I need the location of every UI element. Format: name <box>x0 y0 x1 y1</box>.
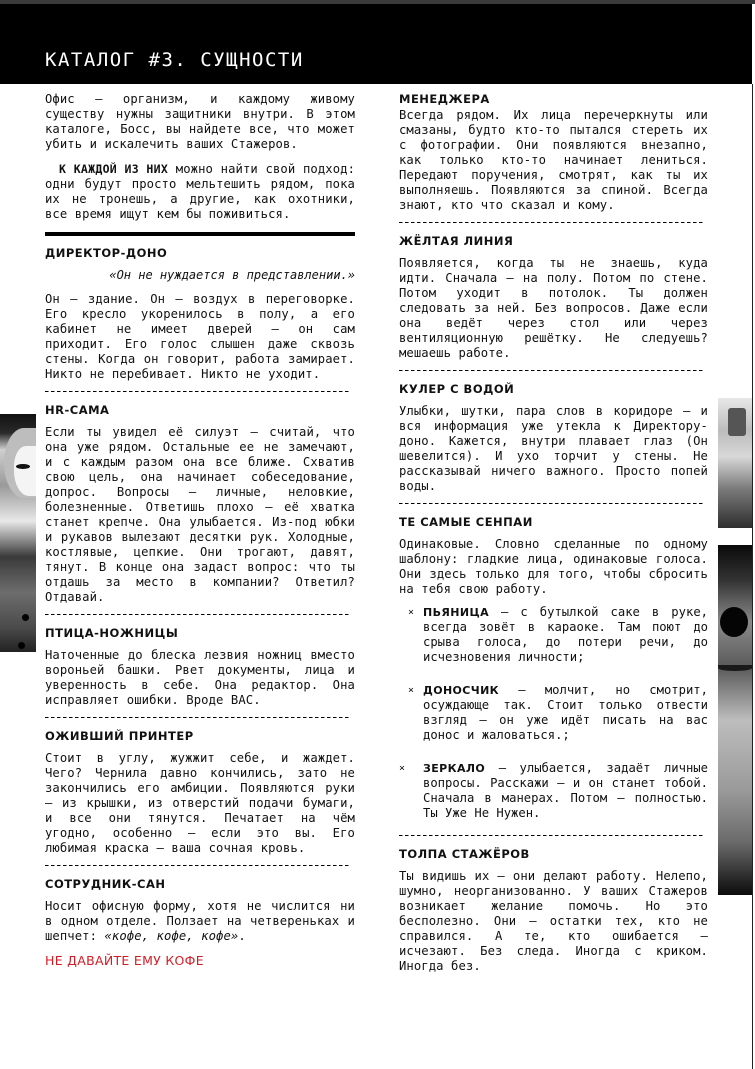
page-header <box>0 4 752 84</box>
dashed-divider <box>45 865 350 866</box>
entity-employee <box>45 877 355 968</box>
entity-printer <box>45 729 355 856</box>
right-column <box>399 92 708 974</box>
list-item <box>399 683 708 743</box>
illustration-eye <box>16 464 30 469</box>
entity-text: Наточенные до блеска лезвия ножниц вместо вороньей башки. Рвет документы, лица и уверенность в себе. Она редактор. Она исправляет ошибки. Вроде ВАС. <box>45 648 355 707</box>
intro-text: можно найти свой подход: одни будут просто мельтешить рядом, пока их не тронешь, а другие, как охотники, все время ищут кем бы поживиться. <box>45 162 356 221</box>
list-item-text: – молчит, но смотрит, осуждающе так. Стоит только отвести взгляд – он уже идёт писать на вас донос и жаловаться.; <box>423 683 708 742</box>
senpai-illustration <box>718 545 752 895</box>
entity-senpai <box>399 515 708 821</box>
entity-text-end: . <box>238 929 246 943</box>
intro-lead: К КАЖДОЙ ИЗ НИХ <box>59 162 169 176</box>
bullet-cross-icon: × <box>408 685 415 696</box>
dashed-divider <box>399 370 704 371</box>
entity-title: HR-САМА <box>45 403 110 417</box>
entity-quote: «кофе, кофе, кофе» <box>104 929 239 943</box>
entity-text: Появляется, когда ты не знаешь, куда идти. Сначала – на полу. Потом по стене. Потом уходит в потолок. Ты должен следовать за ней. Без вопросов. Даже если она ведёт через стол или через вентиляционную решётку. Не следуешь? мешаешь работе. <box>399 256 708 360</box>
list-item-text: – улыбается, задаёт личные вопросы. Расскажи – и он станет тобой. Сначала в манерах. Потом – полностью. Ты Уже Не Нужен. <box>423 761 708 820</box>
entity-text: Если ты увидел её силуэт – считай, что она уже рядом. Остальные ее не замечают, и с каждым разом она все ближе. Схватив свою цель, она начинает собеседование, допрос. Вопросы – личные, неловкие, болезненные. Ответишь плохо – её хватка станет крепче. Она улыбается. Из-под юбки и рукавов вылезают десятки рук. Холодные, костлявые, цепкие. Они трогают, давят, тянут. В конце она задаст вопрос: что ты отдашь за место в компании? Ответил? Отдавай. <box>45 425 355 604</box>
dashed-divider <box>399 503 704 504</box>
dashed-divider <box>399 835 704 836</box>
entity-bird <box>45 626 355 708</box>
list-item-term: ЗЕРКАЛО <box>423 762 486 775</box>
entity-text <box>45 899 355 944</box>
list-item <box>399 605 708 665</box>
page-edge <box>752 84 753 1069</box>
entity-title: МЕНЕДЖЕРА <box>399 92 490 106</box>
entity-title: ТЕ САМЫЕ СЕНПАИ <box>399 515 533 529</box>
entity-text: Стоит в углу, жужжит себе, и жаждет. Чего? Чернила давно кончились, зато не закончились его амбиции. Появляются руки – из крышки, из отверстий подачи бумаги, и все они тянутся. Печатает на чём угодно, особенно – если это вы. Его любимая краска – ваша сочная кровь. <box>45 751 355 855</box>
entity-text: Ты видишь их – они делают работу. Нелепо, шумно, неорганизованно. У ваших Стажеров возникает желание помочь. Но это бесполезно. Они – остатки тех, кто не справился. А те, кто ошибается – исчезают. Без следа. Иногда с криком. Иногда без. <box>399 869 708 973</box>
left-column <box>45 92 355 968</box>
illustration-button <box>18 642 25 649</box>
bullet-cross-icon: × <box>408 607 415 618</box>
entity-quote: «Он не нуждается в представлении.» <box>109 268 355 282</box>
hr-sama-illustration <box>0 414 36 652</box>
entity-hr <box>45 403 355 605</box>
entity-title: СОТРУДНИК-САН <box>45 877 166 891</box>
bullet-cross-icon: × <box>399 763 406 774</box>
list-item-text: – с бутылкой саке в руке, всегда зовёт в караоке. Там поют до срыва голоса, до потери речи, до исчезновения личности; <box>423 605 708 664</box>
entity-cooler <box>399 382 708 494</box>
entity-director <box>45 246 355 382</box>
senpai-list <box>399 605 708 821</box>
entity-text: Он – здание. Он – воздух в переговорке. Его кресло укоренилось в полу, а его кабинет не имеет дверей – он сам приходит. Его голос слышен даже сквозь стены. Когда он говорит, работа замирает. Никто не перебивает. Никто не уходит. <box>45 292 355 381</box>
entity-yellow-line <box>399 234 708 361</box>
section-divider <box>45 232 355 236</box>
dashed-divider <box>45 391 350 392</box>
page-title: КАТАЛОГ #3. СУЩНОСТИ <box>45 49 304 71</box>
entity-title: КУЛЕР С ВОДОЙ <box>399 382 515 396</box>
illustration-eye <box>720 607 748 637</box>
illustration-tank <box>728 408 746 436</box>
entity-title: ПТИЦА-НОЖНИЦЫ <box>45 626 179 640</box>
entity-interns <box>399 847 708 974</box>
list-item <box>399 761 708 821</box>
intro <box>45 92 355 222</box>
warning-text: НЕ ДАВАЙТЕ ЕМУ КОФЕ <box>45 953 204 968</box>
water-cooler-illustration <box>718 398 752 528</box>
list-item-term: ДОНОСЧИК <box>423 684 500 697</box>
intro-paragraph: Офис – организм, и каждому живому существу нужны защитники внутри. В этом каталоге, Босс, вы найдете все, что может убить и искалечить ваших Стажеров. <box>45 92 355 151</box>
dashed-divider <box>45 717 350 718</box>
entity-title: ОЖИВШИЙ ПРИНТЕР <box>45 729 194 743</box>
entity-text: Одинаковые. Словно сделанные по одному шаблону: гладкие лица, одинаковые голоса. Они здесь только для того, чтобы сбросить на тебя свою работу. <box>399 537 708 596</box>
intro-paragraph <box>45 162 355 222</box>
dashed-divider <box>45 614 350 615</box>
entity-managers <box>399 92 708 213</box>
list-item-term: ПЬЯНИЦА <box>423 606 489 619</box>
entity-text: Улыбки, шутки, пара слов в коридоре – и вся информация уже утекла к Директору-доно. Кажется, внутри плавает глаз (Он шевелится). И ухо торчит у стены. Не рассказывай ничего важного. Просто попей воды. <box>399 404 708 493</box>
illustration-face <box>14 446 36 496</box>
entity-text-body: Носит офисную форму, хотя не числится ни в одном отделе. Ползает на четвереньках и шепчет: <box>45 899 355 943</box>
entity-title: ДИРЕКТОР-ДОНО <box>45 246 168 260</box>
illustration-button <box>22 614 29 621</box>
entity-title: ТОЛПА СТАЖЁРОВ <box>399 847 530 861</box>
entity-title: ЖЁЛТАЯ ЛИНИЯ <box>399 234 514 248</box>
dashed-divider <box>399 222 704 223</box>
entity-text: Всегда рядом. Их лица перечеркнуты или смазаны, будто кто-то пытался стереть их с фотографии. Они появляются внезапно, как только кто-то начинает лениться. Передают поручения, смотрят, как ты их выполняешь. Появляются за спиной. Всегда знают, кто что сказал и кому. <box>399 108 708 212</box>
illustration-mouth <box>718 665 752 671</box>
